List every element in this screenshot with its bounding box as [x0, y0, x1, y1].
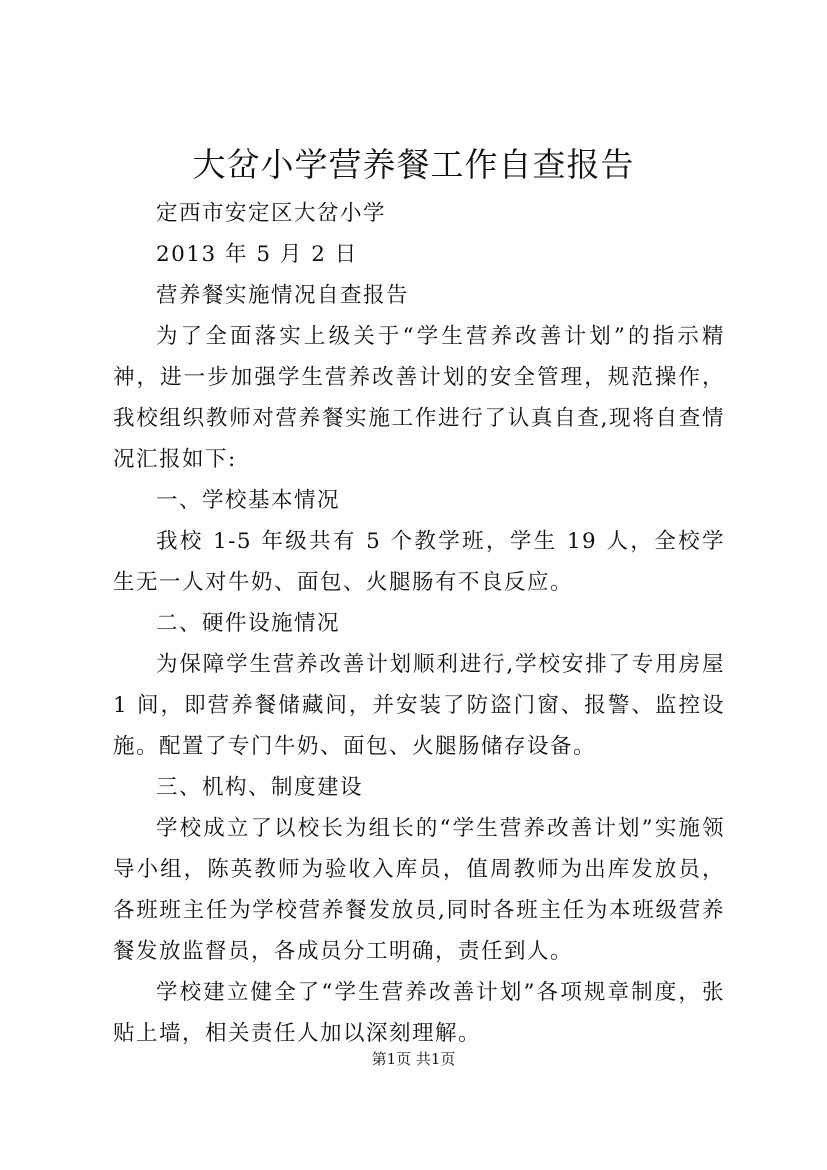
basic-info-paragraph: 我校 1-5 年级共有 5 个教学班，学生 19 人，全校学生无一人对牛奶、面包、火腿肠有不良反应。 [113, 529, 725, 595]
rules-paragraph: 学校建立健全了“学生营养改善计划”各项规章制度，张贴上墙，相关责任人加以深刻理解。 [113, 980, 725, 1046]
document-title: 大岔小学营养餐工作自查报告 [192, 145, 635, 184]
section-heading-basic-info: 一、学校基本情况 [156, 488, 341, 513]
page-number: 第1页 共1页 [371, 1050, 456, 1068]
facilities-paragraph: 为保障学生营养改善计划顺利进行,学校安排了专用房屋 1 间，即营养餐储藏间，并安装了防盗门窗、报警、监控设施。配置了专门牛奶、面包、火腿肠储存设备。 [113, 652, 725, 759]
section-heading-facilities: 二、硬件设施情况 [156, 611, 341, 636]
page-footer [0, 1049, 827, 1069]
document-body [113, 193, 725, 1054]
school-name: 定西市安定区大岔小学 [156, 201, 387, 226]
section-heading-organization: 三、机构、制度建设 [156, 775, 364, 800]
report-subtitle: 营养餐实施情况自查报告 [156, 283, 410, 308]
organization-paragraph: 学校成立了以校长为组长的“学生营养改善计划”实施领导小组，陈英教师为验收入库员，值周教师为出库发放员，各班班主任为学校营养餐发放员,同时各班主任为本班级营养餐发放监督员，各成员分工明确，责任到人。 [113, 816, 725, 964]
intro-paragraph: 为了全面落实上级关于“学生营养改善计划”的指示精神，进一步加强学生营养改善计划的安全管理，规范操作，我校组织教师对营养餐实施工作进行了认真自查,现将自查情况汇报如下: [113, 324, 725, 472]
report-date: 2013 年 5 月 2 日 [156, 242, 358, 267]
